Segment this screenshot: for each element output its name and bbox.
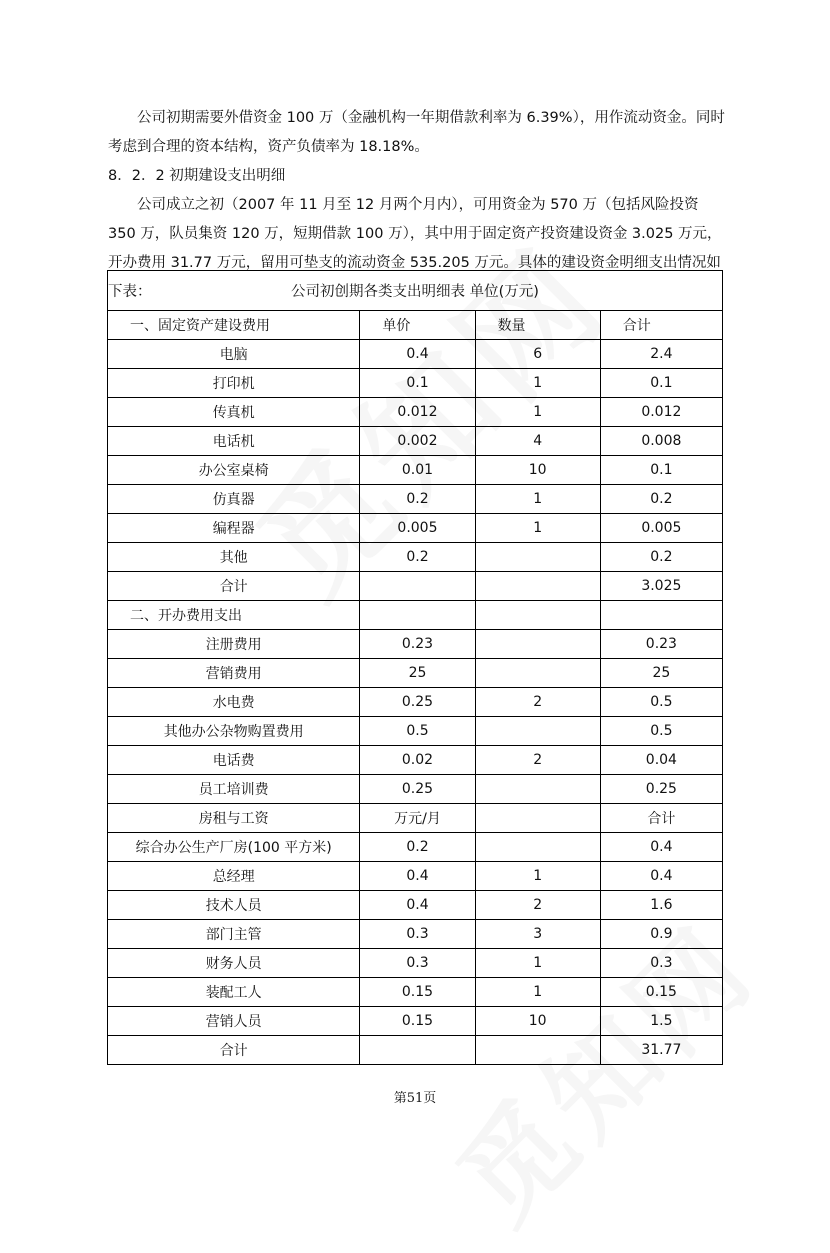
table-row <box>108 920 723 949</box>
row-quantity: 1 <box>475 949 600 978</box>
row-total: 2.4 <box>600 340 722 369</box>
header-category: 一、固定资产建设费用 <box>108 311 360 340</box>
row-quantity: 3 <box>475 920 600 949</box>
row-label: 营销人员 <box>108 1007 360 1036</box>
row-unit-price: 0.01 <box>360 456 475 485</box>
row-unit-price: 25 <box>360 659 475 688</box>
section-heading: 8．2．2 初期建设支出明细 <box>108 168 286 184</box>
row-total: 0.15 <box>600 978 722 1007</box>
row-quantity: 1 <box>475 369 600 398</box>
table-row <box>108 485 723 514</box>
row-unit-price: 0.3 <box>360 920 475 949</box>
row-label: 仿真器 <box>108 485 360 514</box>
row-quantity: 2 <box>475 688 600 717</box>
table-row <box>108 659 723 688</box>
row-quantity <box>475 804 600 833</box>
table-row <box>108 978 723 1007</box>
row-total <box>600 601 722 630</box>
row-label: 营销费用 <box>108 659 360 688</box>
row-quantity: 1 <box>475 862 600 891</box>
row-unit-price: 0.4 <box>360 340 475 369</box>
row-unit-price: 0.25 <box>360 688 475 717</box>
row-total: 0.1 <box>600 456 722 485</box>
row-total: 合计 <box>600 804 722 833</box>
row-unit-price: 万元/月 <box>360 804 475 833</box>
row-total: 0.5 <box>600 717 722 746</box>
row-label: 其他办公杂物购置费用 <box>108 717 360 746</box>
row-total: 0.04 <box>600 746 722 775</box>
row-quantity <box>475 659 600 688</box>
row-label: 其他 <box>108 543 360 572</box>
row-label: 总经理 <box>108 862 360 891</box>
row-unit-price: 0.5 <box>360 717 475 746</box>
row-total: 0.3 <box>600 949 722 978</box>
table-row <box>108 688 723 717</box>
row-unit-price: 0.15 <box>360 978 475 1007</box>
row-label: 合计 <box>108 1036 360 1065</box>
table-row <box>108 427 723 456</box>
table-row <box>108 833 723 862</box>
row-label: 办公室桌椅 <box>108 456 360 485</box>
row-unit-price: 0.15 <box>360 1007 475 1036</box>
row-unit-price: 0.02 <box>360 746 475 775</box>
row-label: 二、开办费用支出 <box>108 601 360 630</box>
row-total: 0.2 <box>600 485 722 514</box>
page-number: 第51页 <box>393 1091 437 1106</box>
row-unit-price: 0.005 <box>360 514 475 543</box>
row-total: 0.4 <box>600 833 722 862</box>
row-label: 水电费 <box>108 688 360 717</box>
row-label: 电话机 <box>108 427 360 456</box>
table-row <box>108 1036 723 1065</box>
table-title: 公司初创期各类支出明细表 单位(万元) <box>108 271 723 311</box>
row-total: 31.77 <box>600 1036 722 1065</box>
row-quantity: 10 <box>475 456 600 485</box>
row-total: 0.012 <box>600 398 722 427</box>
row-total: 0.005 <box>600 514 722 543</box>
row-label: 编程器 <box>108 514 360 543</box>
row-label: 电话费 <box>108 746 360 775</box>
funding-paragraph: 公司成立之初（2007 年 11 月至 12 月两个月内），可用资金为 570 万（包括风险投资 350 万，队员集资 120 万，短期借款 100 万），其中用于固定资产投资建设资金 3.025 万元，开办费用 31.77 万元，留用可垫支的流动资金 535.205 万元。具体的建设资金明细支出情况如下表： <box>108 197 722 300</box>
row-total: 0.2 <box>600 543 722 572</box>
row-label: 综合办公生产厂房(100 平方米) <box>108 833 360 862</box>
row-total: 0.9 <box>600 920 722 949</box>
row-total: 0.008 <box>600 427 722 456</box>
table-row <box>108 804 723 833</box>
row-total: 0.25 <box>600 775 722 804</box>
row-quantity <box>475 775 600 804</box>
table-row <box>108 398 723 427</box>
header-unit-price: 单价 <box>360 311 475 340</box>
table-row <box>108 340 723 369</box>
table-row <box>108 369 723 398</box>
table-row <box>108 1007 723 1036</box>
row-quantity: 1 <box>475 514 600 543</box>
row-unit-price <box>360 601 475 630</box>
intro-paragraph: 公司初期需要外借资金 100 万（金融机构一年期借款利率为 6.39%），用作流动资金。同时考虑到合理的资本结构，资产负债率为 18.18%。 <box>108 110 725 155</box>
row-unit-price <box>360 1036 475 1065</box>
table-row <box>108 949 723 978</box>
table-title-row <box>108 271 723 311</box>
row-quantity: 4 <box>475 427 600 456</box>
row-unit-price: 0.1 <box>360 369 475 398</box>
table-row <box>108 601 723 630</box>
table-header-row <box>108 311 723 340</box>
row-unit-price: 0.25 <box>360 775 475 804</box>
row-quantity: 2 <box>475 891 600 920</box>
row-label: 财务人员 <box>108 949 360 978</box>
row-label: 传真机 <box>108 398 360 427</box>
row-label: 电脑 <box>108 340 360 369</box>
table-row <box>108 891 723 920</box>
row-label: 员工培训费 <box>108 775 360 804</box>
row-quantity: 6 <box>475 340 600 369</box>
table-row <box>108 456 723 485</box>
row-total: 1.5 <box>600 1007 722 1036</box>
row-total: 3.025 <box>600 572 722 601</box>
row-quantity <box>475 543 600 572</box>
row-total: 0.5 <box>600 688 722 717</box>
row-unit-price: 0.2 <box>360 543 475 572</box>
row-unit-price: 0.2 <box>360 485 475 514</box>
row-quantity: 1 <box>475 485 600 514</box>
row-unit-price: 0.4 <box>360 862 475 891</box>
header-total: 合计 <box>600 311 722 340</box>
row-quantity <box>475 833 600 862</box>
row-label: 合计 <box>108 572 360 601</box>
row-quantity <box>475 1036 600 1065</box>
row-unit-price: 0.2 <box>360 833 475 862</box>
row-total: 0.4 <box>600 862 722 891</box>
row-label: 房租与工资 <box>108 804 360 833</box>
table-row <box>108 630 723 659</box>
row-quantity: 1 <box>475 398 600 427</box>
row-total: 0.1 <box>600 369 722 398</box>
row-label: 技术人员 <box>108 891 360 920</box>
row-unit-price <box>360 572 475 601</box>
table-row <box>108 514 723 543</box>
row-unit-price: 0.4 <box>360 891 475 920</box>
row-total: 1.6 <box>600 891 722 920</box>
header-quantity: 数量 <box>475 311 600 340</box>
table-row <box>108 862 723 891</box>
row-label: 部门主管 <box>108 920 360 949</box>
row-quantity: 2 <box>475 746 600 775</box>
row-unit-price: 0.3 <box>360 949 475 978</box>
row-label: 注册费用 <box>108 630 360 659</box>
row-unit-price: 0.012 <box>360 398 475 427</box>
row-quantity <box>475 601 600 630</box>
row-unit-price: 0.23 <box>360 630 475 659</box>
table-row <box>108 572 723 601</box>
row-label: 装配工人 <box>108 978 360 1007</box>
expense-table <box>107 270 723 1065</box>
row-quantity <box>475 630 600 659</box>
table-row <box>108 543 723 572</box>
table-row <box>108 746 723 775</box>
row-total: 25 <box>600 659 722 688</box>
table-row <box>108 775 723 804</box>
row-quantity <box>475 572 600 601</box>
row-unit-price: 0.002 <box>360 427 475 456</box>
row-quantity: 10 <box>475 1007 600 1036</box>
row-quantity: 1 <box>475 978 600 1007</box>
row-label: 打印机 <box>108 369 360 398</box>
row-total: 0.23 <box>600 630 722 659</box>
row-quantity <box>475 717 600 746</box>
table-row <box>108 717 723 746</box>
